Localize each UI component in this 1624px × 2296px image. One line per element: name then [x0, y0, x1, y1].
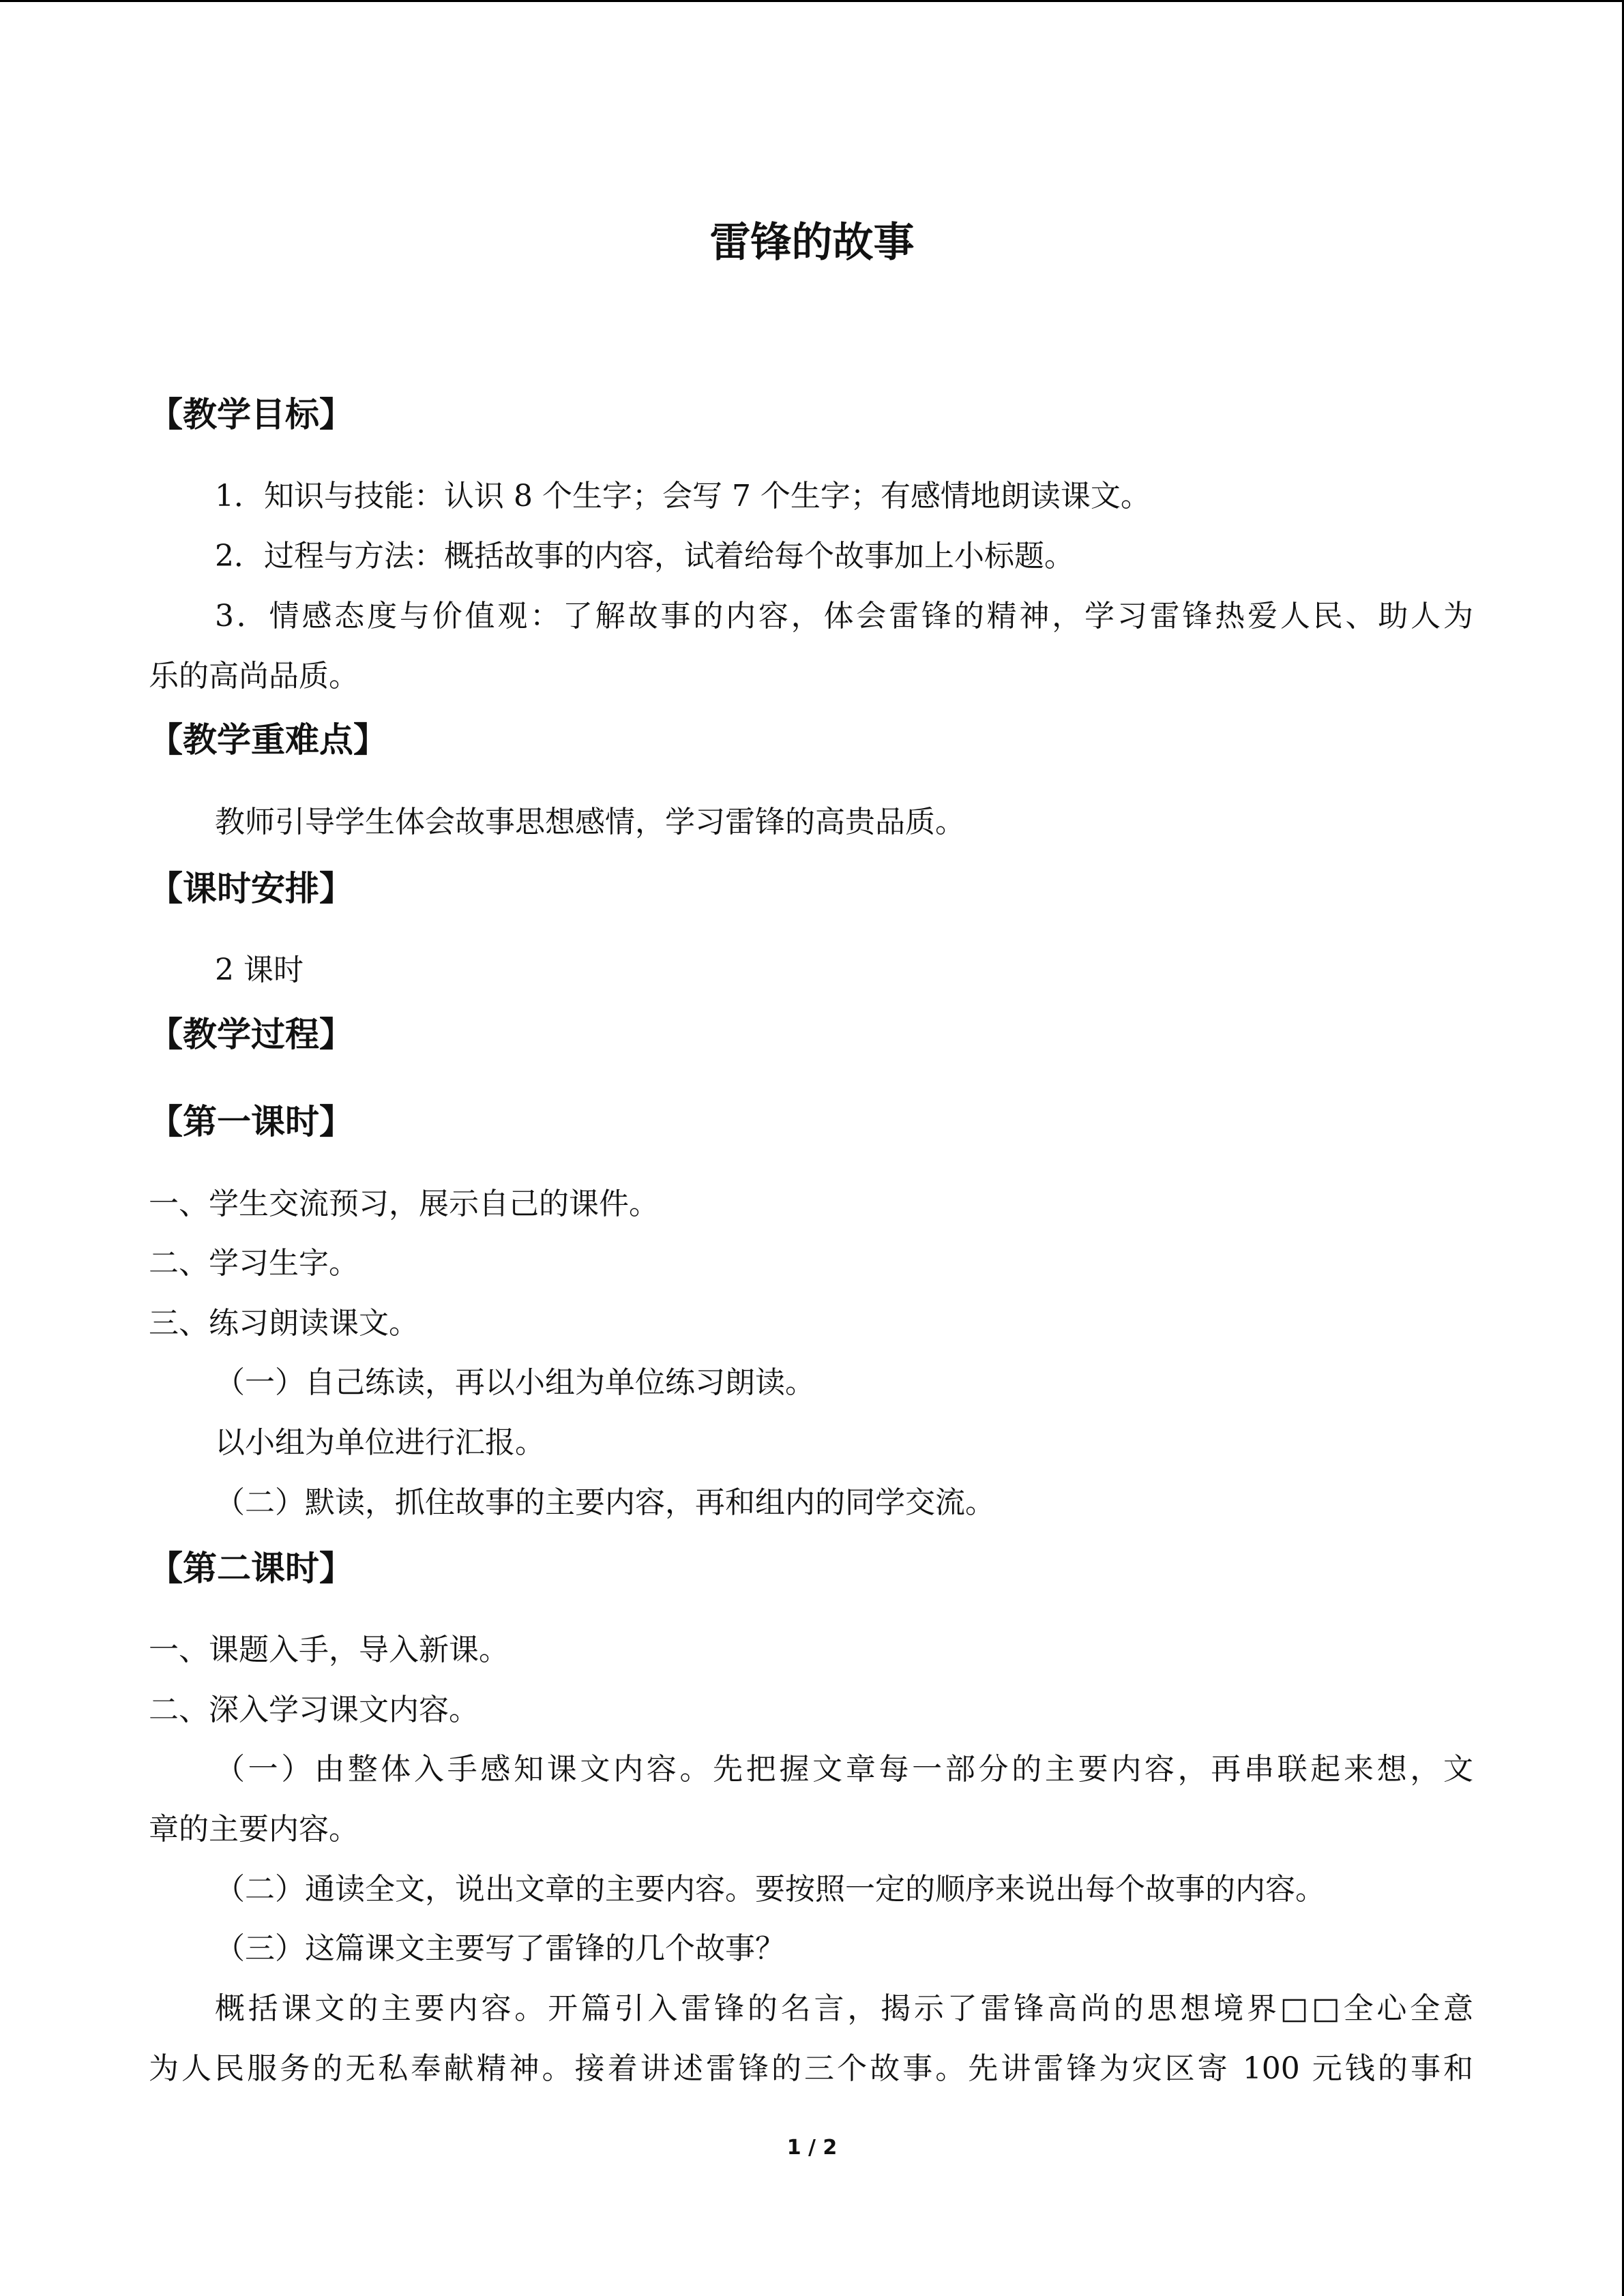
objective-item-1: 1．知识与技能：认识 8 个生字；会写 7 个生字；有感情地朗读课文。: [215, 479, 1151, 513]
lesson2-line: 一、课题入手，导入新课。: [149, 1632, 509, 1667]
page-number: 1 / 2: [786, 2136, 838, 2160]
schedule-text: 2 课时: [215, 953, 304, 987]
lesson2-line: 章的主要内容。: [149, 1812, 359, 1847]
document-title: 雷锋的故事: [709, 219, 915, 267]
lesson2-line: 二、深入学习课文内容。: [149, 1693, 479, 1727]
key-points-text: 教师引导学生体会故事思想感情，学习雷锋的高贵品质。: [215, 805, 965, 839]
section-heading-lesson1: 【第一课时】: [149, 1102, 353, 1142]
objective-item-3-continued: 乐的高尚品质。: [149, 659, 359, 694]
section-heading-process: 【教学过程】: [149, 1015, 353, 1054]
lesson1-line: （一）自己练读，再以小组为单位练习朗读。: [215, 1365, 815, 1400]
section-heading-schedule: 【课时安排】: [149, 869, 353, 908]
objective-item-2: 2．过程与方法：概括故事的内容，试着给每个故事加上小标题。: [215, 539, 1074, 573]
lesson2-line: （二）通读全文，说出文章的主要内容。要按照一定的顺序来说出每个故事的内容。: [215, 1872, 1325, 1907]
lesson1-line: 三、练习朗读课文。: [149, 1306, 419, 1341]
lesson2-line: 为人民服务的无私奉献精神。接着讲述雷锋的三个故事。先讲雷锋为灾区寄 100 元钱的事和: [149, 2051, 1473, 2086]
lesson2-line: 概括课文的主要内容。开篇引入雷锋的名言，揭示了雷锋高尚的思想境界□□全心全意: [215, 1991, 1473, 2026]
section-heading-lesson2: 【第二课时】: [149, 1549, 353, 1588]
objective-item-3: 3．情感态度与价值观：了解故事的内容，体会雷锋的精神，学习雷锋热爱人民、助人为: [215, 599, 1473, 633]
lesson1-line: 一、学生交流预习，展示自己的课件。: [149, 1187, 659, 1221]
lesson2-line: （一）由整体入手感知课文内容。先把握文章每一部分的主要内容，再串联起来想，文: [215, 1752, 1473, 1787]
section-heading-key-points: 【教学重难点】: [149, 720, 387, 760]
lesson1-line: （二）默读，抓住故事的主要内容，再和组内的同学交流。: [215, 1485, 995, 1520]
lesson1-line: 以小组为单位进行汇报。: [215, 1425, 545, 1460]
lesson1-line: 二、学习生字。: [149, 1246, 359, 1281]
section-heading-objectives: 【教学目标】: [149, 395, 353, 434]
lesson2-line: （三）这篇课文主要写了雷锋的几个故事？: [215, 1931, 785, 1966]
